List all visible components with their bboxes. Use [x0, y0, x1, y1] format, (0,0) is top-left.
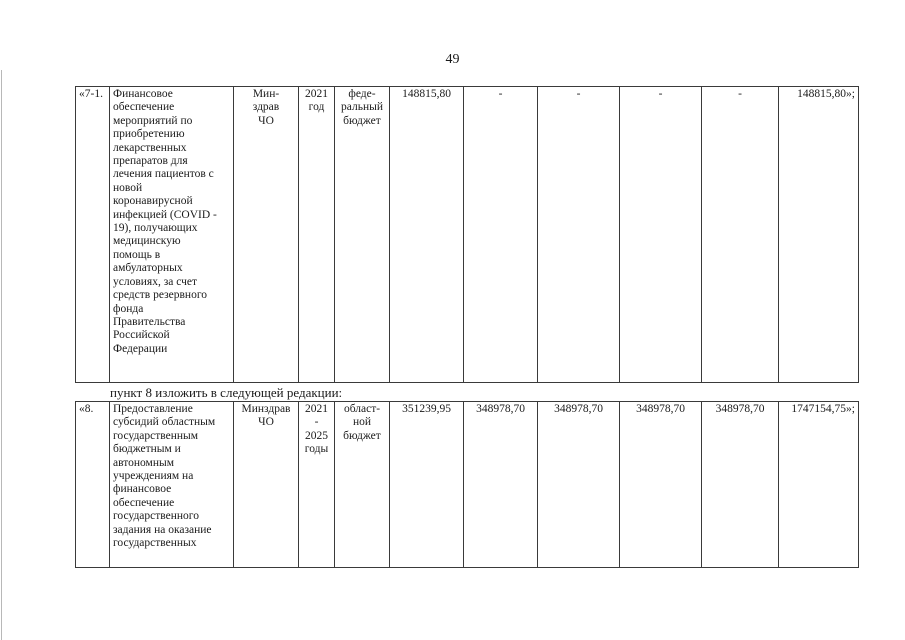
cell-line: медицинскую [113, 235, 181, 248]
cell-line: Минздрав [241, 403, 291, 415]
row-funding-source [335, 87, 390, 383]
cell-line: бюджетным и [113, 443, 181, 456]
cell-line: Мин- [252, 88, 280, 100]
cell-line: ральный [341, 101, 383, 114]
cell-line: год [308, 101, 325, 114]
row-amount-2021: 148815,80 [390, 87, 464, 383]
cell-line: государственным [113, 429, 199, 442]
cell-line: ЧО [258, 114, 274, 127]
cell-line: ЧО [258, 416, 274, 429]
cell-line: Финансовое [113, 88, 173, 100]
cell-line: субсидий областным [113, 416, 216, 429]
cell-line: ной [352, 416, 372, 429]
cell-line: годы [304, 443, 329, 456]
row-amount-2025: - [702, 87, 779, 383]
cell-line: Федерации [113, 342, 168, 355]
cell-line: здрав [252, 101, 280, 114]
row-amount-2022: - [464, 87, 538, 383]
cell-line: област- [343, 403, 381, 415]
row-amount-2023: 348978,70 [538, 402, 620, 568]
row-total: 148815,80»; [779, 87, 859, 383]
cell-line: автономным [113, 456, 174, 469]
row-total: 1747154,75»; [779, 402, 859, 568]
row-amount-2022: 348978,70 [464, 402, 538, 568]
row-description [110, 87, 234, 383]
cell-line: средств резервного [113, 289, 207, 302]
row-amount-2024: 348978,70 [620, 402, 702, 568]
cell-line: государственных [113, 537, 197, 550]
cell-line: условиях, за счет [113, 275, 198, 288]
cell-line: финансовое [113, 483, 172, 496]
cell-line: препаратов для [113, 155, 188, 168]
cell-line: Российской [113, 329, 170, 342]
row-amount-2021: 351239,95 [390, 402, 464, 568]
row-description [110, 402, 234, 568]
row-amount-2024: - [620, 87, 702, 383]
cell-line: бюджет [343, 114, 381, 127]
cell-line: учреждениям на [113, 470, 194, 483]
cell-line: 2021 [305, 88, 328, 100]
cell-line: 2021 - [305, 403, 328, 429]
cell-line: обеспечение [113, 101, 175, 114]
cell-line: феде- [348, 88, 376, 100]
cell-line: новой [113, 181, 143, 194]
cell-line: 19), получающих [113, 222, 198, 235]
cell-line: амбулаторных [113, 262, 183, 275]
row-executor [234, 402, 299, 568]
cell-line: задания на оказание [113, 523, 212, 536]
cell-line: помощь в [113, 248, 161, 261]
row-number: «7-1. [76, 87, 110, 383]
row-executor [234, 87, 299, 383]
cell-line: Предоставление [113, 403, 193, 415]
cell-line: Правительства [113, 315, 186, 328]
scan-edge-line [1, 70, 2, 640]
row-period [299, 402, 335, 568]
row-period [299, 87, 335, 383]
page-number: 49 [445, 52, 460, 67]
cell-line: лечения пациентов с [113, 168, 214, 181]
cell-line: мероприятий по [113, 114, 193, 127]
cell-line: приобретению [113, 128, 185, 141]
table-row [76, 87, 859, 383]
cell-line: фонда [113, 302, 144, 315]
program-table-item-8 [75, 401, 859, 568]
cell-line: лекарственных [113, 141, 187, 154]
row-funding-source [335, 402, 390, 568]
cell-line: бюджет [343, 429, 381, 442]
row-amount-2023: - [538, 87, 620, 383]
amendment-instruction: пункт 8 изложить в следующей редакции: [110, 385, 343, 400]
row-number: «8. [76, 402, 110, 568]
cell-line: государственного [113, 510, 199, 523]
cell-line: 2025 [305, 429, 328, 442]
cell-line: коронавирусной [113, 195, 193, 208]
cell-line: инфекцией (COVID - [113, 208, 217, 221]
table-row [76, 402, 859, 568]
cell-line: обеспечение [113, 496, 175, 509]
row-amount-2025: 348978,70 [702, 402, 779, 568]
program-table-item-7-1 [75, 86, 859, 383]
